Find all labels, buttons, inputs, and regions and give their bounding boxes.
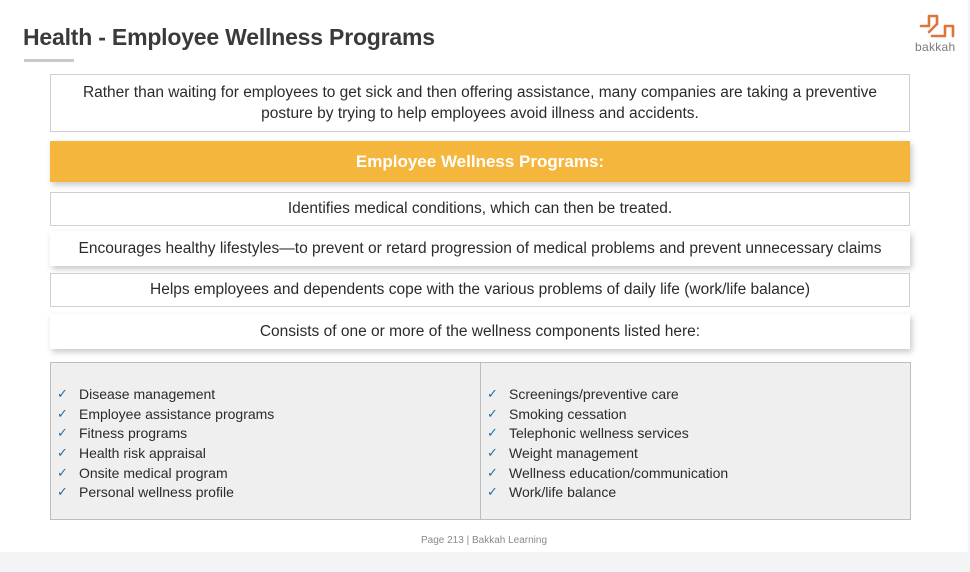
components-right-column <box>481 363 910 519</box>
list-item: ✓ Employee assistance programs <box>57 405 275 422</box>
checkmark-icon: ✓ <box>487 464 498 480</box>
page-title: Health - Employee Wellness Programs <box>23 24 435 50</box>
list-item: ✓ Wellness education/communication <box>487 464 729 481</box>
checkmark-icon: ✓ <box>487 405 498 421</box>
page-footer: Page 213 | Bakkah Learning <box>420 535 548 546</box>
checkmark-icon: ✓ <box>57 425 68 441</box>
logo-text: bakkah <box>915 40 956 54</box>
bakkah-logo-icon <box>917 12 955 40</box>
intro-text: Rather than waiting for employees to get sick and then offering assistance, many companies are taking a preventive posture by trying to help employees avoid illness and accidents. <box>82 84 878 122</box>
bakkah-logo <box>913 12 957 54</box>
point-text: Encourages healthy lifestyles—to prevent or retard progression of medical problems and prevent unnecessary claims <box>78 239 882 257</box>
components-table <box>50 362 911 520</box>
list-item: ✓ Disease management <box>57 385 216 402</box>
point-text: Helps employees and dependents cope with the various problems of daily life (work/life balance) <box>150 281 810 298</box>
list-item: ✓ Screenings/preventive care <box>487 385 679 402</box>
list-item: ✓ Onsite medical program <box>57 464 228 481</box>
point-text: Consists of one or more of the wellness components listed here: <box>259 322 701 340</box>
list-item: ✓ Personal wellness profile <box>57 484 234 501</box>
checkmark-icon: ✓ <box>487 444 498 460</box>
point-text: Identifies medical conditions, which can then be treated. <box>287 200 673 217</box>
intro-box <box>50 74 910 132</box>
section-banner: Employee Wellness Programs: <box>50 141 910 182</box>
checkmark-icon: ✓ <box>487 425 498 441</box>
list-item: ✓ Telephonic wellness services <box>487 425 689 442</box>
point-box-4 <box>50 314 910 349</box>
title-underline <box>24 59 74 62</box>
list-item: ✓ Weight management <box>487 444 638 461</box>
checkmark-icon: ✓ <box>57 484 68 500</box>
point-box-1 <box>50 192 910 226</box>
list-item: ✓ Health risk appraisal <box>57 444 206 461</box>
checkmark-icon: ✓ <box>57 444 68 460</box>
checkmark-icon: ✓ <box>57 385 68 401</box>
checkmark-icon: ✓ <box>57 464 68 480</box>
checkmark-icon: ✓ <box>487 385 498 401</box>
list-item: ✓ Smoking cessation <box>487 405 627 422</box>
checkmark-icon: ✓ <box>57 405 68 421</box>
list-item: ✓ Fitness programs <box>57 425 188 442</box>
point-box-3 <box>50 273 910 307</box>
point-box-2 <box>50 231 910 266</box>
checkmark-icon: ✓ <box>487 484 498 500</box>
list-item: ✓ Work/life balance <box>487 484 617 501</box>
components-left-column <box>51 363 481 519</box>
